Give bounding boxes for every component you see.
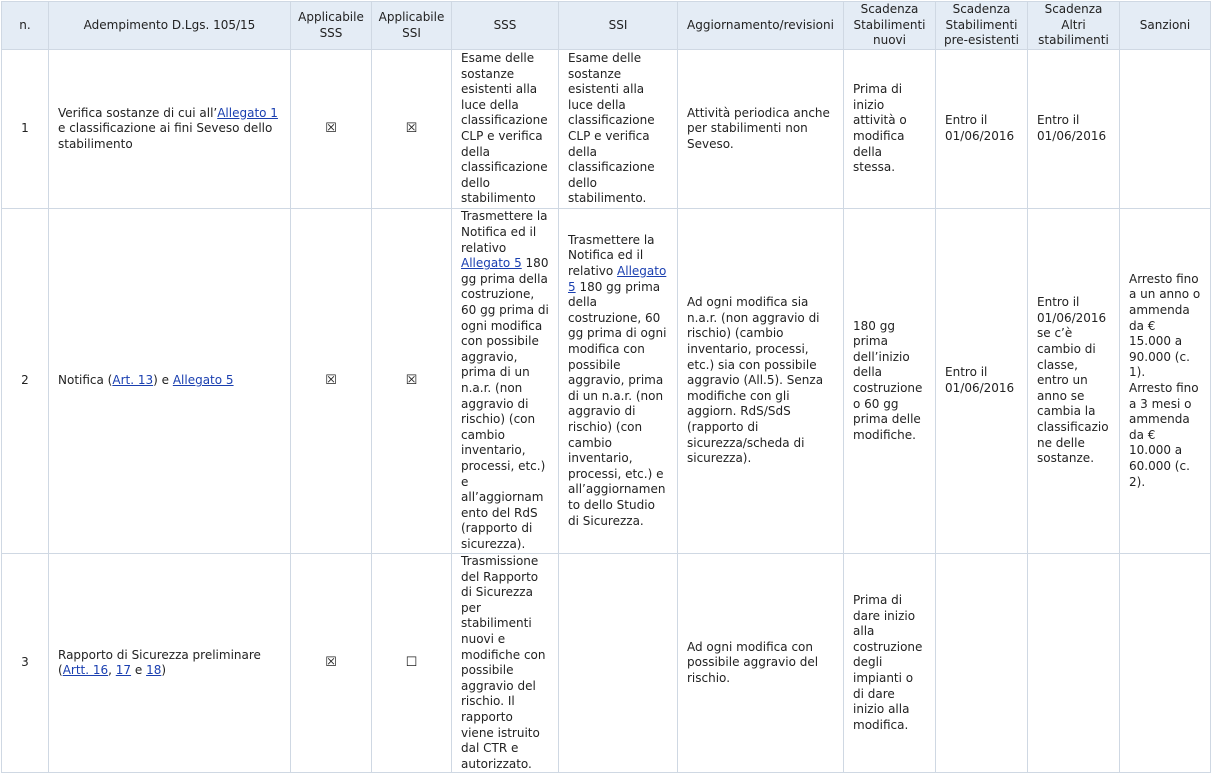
row-number: 3 xyxy=(2,554,49,773)
sss-allegato-5-link[interactable]: Allegato 5 xyxy=(461,256,522,271)
sanzioni-cell xyxy=(1120,209,1211,554)
header-row xyxy=(2,2,1211,50)
art-17-link[interactable]: 17 xyxy=(115,663,132,678)
applicabile-ssi-checkbox: ☒ xyxy=(372,209,452,554)
adempimento-text: , xyxy=(108,663,116,678)
header-scadenza-pre-esistenti: Scadenza Stabilimenti pre-esistenti xyxy=(936,2,1028,50)
table-row xyxy=(2,209,1211,554)
row-number: 2 xyxy=(2,209,49,554)
adempimento-text: e classificazione ai fini Seveso dello stabilimento xyxy=(58,121,273,151)
allegato-5-link[interactable]: Allegato 5 xyxy=(172,373,234,388)
scadenza-pre-esistenti-cell: Entro il 01/06/2016 xyxy=(936,209,1028,554)
art-13-link[interactable]: Art. 13 xyxy=(112,373,154,388)
adempimento-cell xyxy=(49,554,291,773)
scadenza-altri-cell: Entro il 01/06/2016 se c’è cambio di classe, entro un anno se cambia la classificazione delle sostanze. xyxy=(1028,209,1120,554)
header-n: n. xyxy=(2,2,49,50)
art-18-link[interactable]: 18 xyxy=(146,663,162,678)
header-sss: SSS xyxy=(452,2,559,50)
adempimento-text: Notifica ( xyxy=(58,373,113,388)
sanzione-comma-2: Arresto fino a 3 mesi o ammenda da € 10.000 a 60.000 (c. 2). xyxy=(1129,381,1199,489)
scadenza-pre-esistenti-cell: Entro il 01/06/2016 xyxy=(936,50,1028,209)
header-applicabile-ssi: Applicabile SSI xyxy=(372,2,452,50)
adempimento-text: e xyxy=(131,663,147,678)
scadenza-nuovi-cell: Prima di inizio attività o modifica della stessa. xyxy=(844,50,936,209)
ssi-cell xyxy=(559,209,678,554)
sss-cell: Trasmissione del Rapporto di Sicurezza per stabilimenti nuovi e modifiche con possibile aggravio del rischio. Il rapporto viene istruito dal CTR e autorizzato. xyxy=(452,554,559,773)
ssi-text: 180 gg prima della costruzione, 60 gg prima di ogni modifica con possibile aggravio, prima di un n.a.r. (non aggravio di rischio) (con cambio inventario, processi, etc.) e all’aggiornamento dello Studio di Sicurezza. xyxy=(568,279,667,528)
ssi-cell xyxy=(559,554,678,773)
sanzione-comma-1: Arresto fino a un anno o ammenda da € 15.000 a 90.000 (c. 1). xyxy=(1129,271,1201,380)
applicabile-ssi-checkbox: ☐ xyxy=(372,554,452,773)
applicabile-sss-checkbox: ☒ xyxy=(291,209,372,554)
ssi-allegato-5-link[interactable]: Allegato 5 xyxy=(568,264,667,294)
ssi-cell: Esame delle sostanze esistenti alla luce della classificazione CLP e verifica della classificazione dello stabilimento. xyxy=(559,50,678,209)
applicabile-sss-checkbox: ☒ xyxy=(291,50,372,209)
header-aggiornamento: Aggiornamento/revisioni xyxy=(678,2,844,50)
adempimento-cell xyxy=(49,209,291,554)
sss-text: 180 gg prima della costruzione, 60 gg prima di ogni modifica con possibile aggravio, prima di un n.a.r. (non aggravio di rischio) (con cambio inventario, processi, etc.) e all’aggiornamento del RdS (rapporto di sicurezza). xyxy=(461,256,549,551)
sanzioni-cell xyxy=(1120,50,1211,209)
header-applicabile-sss: Applicabile SSS xyxy=(291,2,372,50)
scadenza-nuovi-cell: 180 gg prima dell’inizio della costruzione o 60 gg prima delle modifiche. xyxy=(844,209,936,554)
header-ssi: SSI xyxy=(559,2,678,50)
header-sanzioni: Sanzioni xyxy=(1120,2,1211,50)
applicabile-ssi-checkbox: ☒ xyxy=(372,50,452,209)
adempimento-text: Verifica sostanze di cui all’ xyxy=(58,105,218,120)
aggiornamento-cell: Ad ogni modifica sia n.a.r. (non aggravio di rischio) (cambio inventario, processi, etc.) sia con possibile aggravio (All.5). Senza modifiche con gli aggiorn. RdS/SdS (rapporto di sicurezza/scheda di sicurezza). xyxy=(678,209,844,554)
scadenza-nuovi-cell: Prima di dare inizio alla costruzione degli impianti o di dare inizio alla modifica. xyxy=(844,554,936,773)
adempimento-text: ) e xyxy=(153,373,173,388)
header-scadenza-nuovi: Scadenza Stabilimenti nuovi xyxy=(844,2,936,50)
aggiornamento-cell: Ad ogni modifica con possibile aggravio del rischio. xyxy=(678,554,844,773)
table-row xyxy=(2,554,1211,773)
table-row xyxy=(2,50,1211,209)
artt-16-link[interactable]: Artt. 16 xyxy=(62,663,109,678)
allegato-1-link[interactable]: Allegato 1 xyxy=(217,105,278,120)
header-adempimento: Adempimento D.Lgs. 105/15 xyxy=(49,2,291,50)
adempimento-cell xyxy=(49,50,291,209)
adempimento-text: Rapporto di Sicurezza preliminare ( xyxy=(58,647,261,678)
sss-text: Trasmettere la Notifica ed il relativo xyxy=(461,209,548,255)
sss-cell xyxy=(452,209,559,554)
scadenza-altri-cell xyxy=(1028,554,1120,773)
scadenza-pre-esistenti-cell xyxy=(936,554,1028,773)
applicabile-sss-checkbox: ☒ xyxy=(291,554,372,773)
sss-cell: Esame delle sostanze esistenti alla luce della classificazione CLP e verifica della classificazione dello stabilimento xyxy=(452,50,559,209)
row-number: 1 xyxy=(2,50,49,209)
sanzioni-cell xyxy=(1120,554,1211,773)
header-scadenza-altri: Scadenza Altri stabilimenti xyxy=(1028,2,1120,50)
adempimento-text: ) xyxy=(161,663,167,678)
adempimenti-table xyxy=(1,1,1211,773)
ssi-text: Trasmettere la Notifica ed il relativo xyxy=(568,232,655,279)
scadenza-altri-cell: Entro il 01/06/2016 xyxy=(1028,50,1120,209)
aggiornamento-cell: Attività periodica anche per stabilimenti non Seveso. xyxy=(678,50,844,209)
